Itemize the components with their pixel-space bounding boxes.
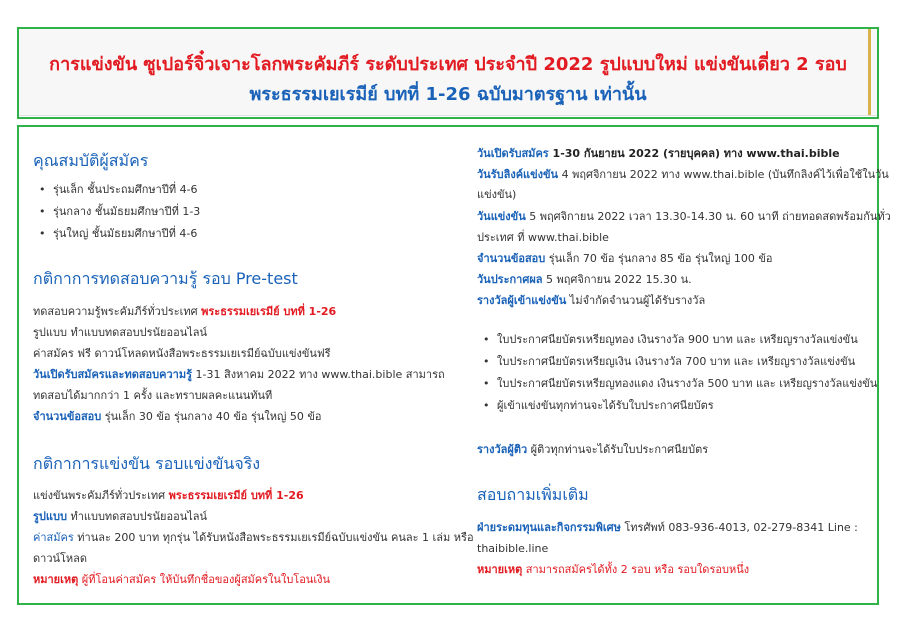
final-note-label: หมายเหตุ xyxy=(33,573,79,586)
final-questions-text: รุ่นเล็ก 70 ข้อ รุ่นกลาง 85 ข้อ รุ่นใหญ่ 100 ข้อ xyxy=(545,252,773,265)
tutor-prize-label: รางวัลผู้ติว xyxy=(477,443,528,456)
link-date-cont: แข่งขัน) xyxy=(477,188,517,201)
page-subtitle: พระธรรมเยเรมีย์ บทที่ 1-26 ฉบับมาตรฐาน เท่านั้น xyxy=(249,84,647,105)
pretest-fee: ค่าสมัคร ฟรี ดาวน์โหลดหนังสือพระธรรมเยเรมีย์ฉบับแข่งขันฟรี xyxy=(33,347,331,360)
pretest-questions-label: จำนวนข้อสอบ xyxy=(33,410,102,423)
link-date-text: 4 พฤศจิกายน 2022 ทาง www.thai.bible (บันทึกลิงค์ไว้เพื่อใช้ในวัน xyxy=(558,168,889,181)
final-questions xyxy=(477,251,773,267)
participant-prizes-text: ไม่จำกัดจำนวนผู้ได้รับรางวัล xyxy=(566,294,706,307)
pretest-questions xyxy=(33,409,322,425)
announcement-text: 5 พฤศจิกายน 2022 15.30 น. xyxy=(542,273,692,286)
pretest-heading: กติกาการทดสอบความรู้ รอบ Pre-test xyxy=(33,269,298,288)
announcement-label: วันประกาศผล xyxy=(477,273,543,286)
final-line xyxy=(33,488,304,504)
announcement-date xyxy=(477,272,692,288)
contact-phone: โทรศัพท์ 083-936-4013, 02-279-8341 Line : xyxy=(620,521,858,534)
final-fee xyxy=(33,530,474,546)
list-item: • รุ่นกลาง ชั้นมัธยมศึกษาปีที่ 1-3 xyxy=(33,201,200,223)
header-banner xyxy=(17,27,879,119)
contact-note-text: สามารถสมัครได้ทั้ง 2 รอบ หรือ รอบใดรอบหนึ่ง xyxy=(522,563,750,576)
list-item: • ใบประกาศนียบัตรเหรียญเงิน เงินรางวัล 700 บาท และ เหรียญรางวัลแข่งขัน xyxy=(477,351,877,373)
competition-date-label: วันแข่งขัน xyxy=(477,210,526,223)
pretest-dates-label: วันเปิดรับสมัครและทดสอบความรู้ xyxy=(33,368,193,381)
final-format xyxy=(33,509,207,525)
list-item: • รุ่นใหญ่ ชั้นมัธยมศึกษาปีที่ 4-6 xyxy=(33,223,200,245)
link-date-label: วันรับลิงค์แข่งขัน xyxy=(477,168,559,181)
participant-prizes-label: รางวัลผู้เข้าแข่งขัน xyxy=(477,294,567,307)
pretest-dates xyxy=(33,367,445,383)
list-item: • ใบประกาศนียบัตรเหรียญทอง เงินรางวัล 900 บาท และ เหรียญรางวัลแข่งขัน xyxy=(477,329,877,351)
final-fee-label: ค่าสมัคร xyxy=(33,531,74,544)
final-text: แข่งขันพระคัมภีร์ทั่วประเทศ xyxy=(33,489,169,502)
qualifications-heading: คุณสมบัติผู้สมัคร xyxy=(33,151,149,170)
competition-date-cont: ประเทศ ที่ www.thai.bible xyxy=(477,231,609,244)
pretest-line xyxy=(33,304,336,320)
contact-line-id: thaibible.line xyxy=(477,542,549,555)
final-format-label: รูปแบบ xyxy=(33,510,67,523)
contact-heading: สอบถามเพิ่มเติม xyxy=(477,485,589,504)
registration-label: วันเปิดรับสมัคร xyxy=(477,147,549,160)
contact-department xyxy=(477,520,858,536)
content-panel xyxy=(17,125,891,605)
final-questions-label: จำนวนข้อสอบ xyxy=(477,252,546,265)
final-note-text: ผู้ที่โอนค่าสมัคร ให้บันทึกชื่อของผู้สมัครในใบโอนเงิน xyxy=(78,573,330,586)
final-note xyxy=(33,572,330,588)
page-title: การแข่งขัน ซูเปอร์จิ๋วเจาะโลกพระคัมภีร์ ระดับประเทศ ประจำปี 2022 รูปแบบใหม่ แข่งขันเดี่ยว 2 รอบ xyxy=(49,54,847,75)
contact-note-label: หมายเหตุ xyxy=(477,563,523,576)
final-download: ดาวน์โหลด xyxy=(33,552,88,565)
final-fee-text: ท่านละ 200 บาท ทุกรุ่น ได้รับหนังสือพระธรรมเยเรมีย์ฉบับแข่งขัน คนละ 1 เล่ม หรือ xyxy=(73,531,474,544)
pretest-dates-text: 1-31 สิงหาคม 2022 ทาง www.thai.bible สามารถ xyxy=(192,368,445,381)
final-book: พระธรรมเยเรมีย์ บทที่ 1-26 xyxy=(168,489,304,502)
list-item: • ผู้เข้าแข่งขันทุกท่านจะได้รับใบประกาศนียบัตร xyxy=(477,395,877,417)
pretest-text: ทดสอบความรู้พระคัมภีร์ทั่วประเทศ xyxy=(33,305,202,318)
tutor-prize-text: ผู้ติวทุกท่านจะได้รับใบประกาศนียบัตร xyxy=(527,443,709,456)
competition-date xyxy=(477,209,891,225)
contact-note xyxy=(477,562,749,578)
participant-prizes xyxy=(477,293,705,309)
pretest-questions-text: รุ่นเล็ก 30 ข้อ รุ่นกลาง 40 ข้อ รุ่นใหญ่ 50 ข้อ xyxy=(101,410,322,423)
pretest-retake: ทดสอบได้มากกว่า 1 ครั้ง และทราบผลคะแนนทันที xyxy=(33,389,273,402)
registration-text: 1-30 กันยายน 2022 (รายบุคคล) ทาง www.thai.bible xyxy=(548,147,840,160)
competition-date-text: 5 พฤศจิกายน 2022 เวลา 13.30-14.30 น. 60 นาที ถ่ายทอดสดพร้อมกันทั่ว xyxy=(525,210,891,223)
prizes-list xyxy=(477,329,877,417)
list-item: • รุ่นเล็ก ชั้นประถมศึกษาปีที่ 4-6 xyxy=(33,179,200,201)
final-format-text: ทำแบบทดสอบปรนัยออนไลน์ xyxy=(66,510,208,523)
contact-department-label: ฝ่ายระดมทุนและกิจกรรมพิเศษ xyxy=(477,521,621,534)
pretest-format: รูปแบบ ทำแบบทดสอบปรนัยออนไลน์ xyxy=(33,326,208,339)
link-date xyxy=(477,167,889,183)
tutor-prize xyxy=(477,442,708,458)
list-item: • ใบประกาศนียบัตรเหรียญทองแดง เงินรางวัล 500 บาท และ เหรียญรางวัลแข่งขัน xyxy=(477,373,877,395)
registration-dates xyxy=(477,146,840,162)
pretest-book: พระธรรมเยเรมีย์ บทที่ 1-26 xyxy=(201,305,337,318)
qualifications-list xyxy=(33,179,200,245)
final-round-heading: กติกาการแข่งขัน รอบแข่งขันจริง xyxy=(33,454,261,473)
